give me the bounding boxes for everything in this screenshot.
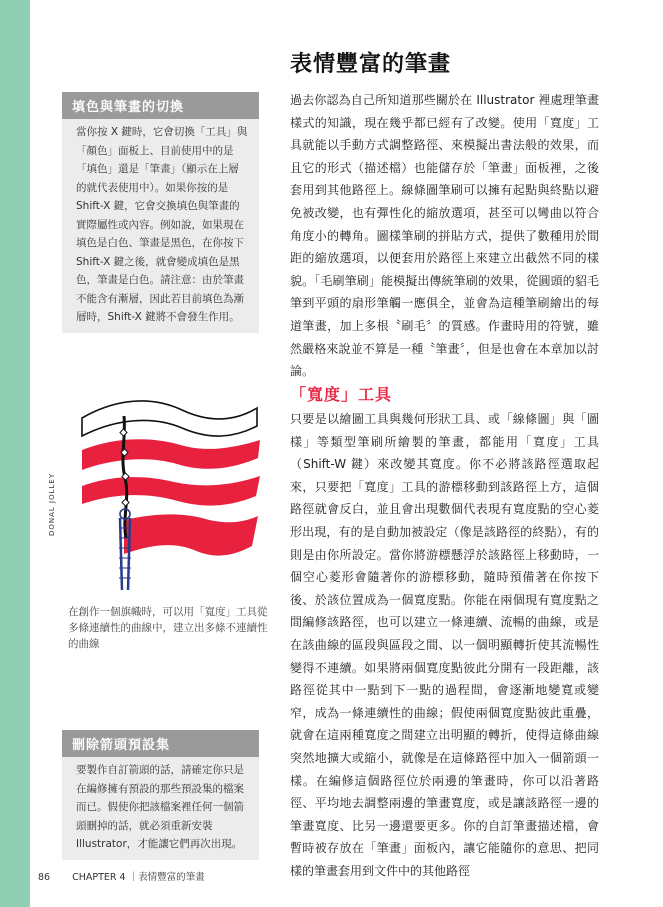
- sidebar-arrowheads-heading: 刪除箭頭預設集: [62, 730, 259, 757]
- flag-band-red-1: [82, 439, 260, 470]
- sidebar-fill-stroke-heading: 填色與筆畫的切換: [62, 92, 259, 119]
- intro-paragraph: 過去你認為自己所知道那些關於在 Illustrator 裡處理筆畫樣式的知識，現在幾乎都已經有了改變。使用「寬度」工具就能以手動方式調整路徑、來模擬出書法般的效果，而且它的形式（描述檔）也能儲存於「筆畫」面板裡，之後套用到其他路徑上。線條圖筆刷可以擁有起點與終點以避免被改變，也有彈性化的縮放選項，甚至可以彎曲以符合角度小的轉角。圖樣筆刷的拼貼方式，提供了數種用於間距的縮放選項，以便套用於路徑上來建立出截然不同的樣貌。「毛刷筆刷」能模擬出傳統筆刷的效果，從圓頭的貂毛筆到平頭的扇形筆觸一應俱全，並會為這種筆刷繪出的每道筆畫，加上多根〝刷毛〞的質感。作畫時用的符號，雖然嚴格來說並不算是一種〝筆畫〞，但是也會在本章加以討論。: [290, 93, 599, 379]
- sidebar-fill-stroke-text: 當你按 X 鍵時，它會切換「工具」與「顏色」面板上、目前使用中的是「填色」還是「筆畫」（顯示在上層的就代表使用中）。如果你按的是 Shift-X 鍵，它會交換填色與筆畫的實際屬性或內容。例如說，如果現在填色是白色、筆畫是黑色，在你按下 Shift-X 鍵之後，就會變成填色是黑色，筆畫是白色。請注意：由於筆畫不能含有漸層，因此若目前填色為漸層時，Shift-X 鍵將不會發生作用。: [76, 126, 248, 323]
- sidebar-fill-stroke: [62, 92, 259, 333]
- flag-band-outline: [82, 401, 257, 436]
- flag-illustration: [62, 378, 262, 598]
- page-edge-stripe: [0, 0, 30, 907]
- sidebar-arrowheads-text: 要製作自訂箭頭的話，請確定你只是在編修擁有預設的那些預設集的檔案而已。假使你把該檔案裡任何一個箭頭刪掉的話，就必須重新安裝 Illustrator，才能讓它們再次出現。: [76, 764, 244, 850]
- illustration-credit: DONAL JOLLEY: [48, 472, 56, 536]
- width-tool-paragraph: 只要是以繪圖工具與幾何形狀工具、或「線條圖」與「圖樣」等類型筆刷所繪製的筆畫，都能用「寬度」工具（Shift-W 鍵）來改變其寬度。你不必將該路徑選取起來，只要把「寬度」工具的游標移動到該路徑上方，這個路徑就會反白，並且會出現數個代表現有寬度點的空心菱形出現，有的是自動加被設定（像是該路徑的終點），有的則是由你所設定。當你將游標懸浮於該路徑上移動時，一個空心菱形會隨著你的游標移動，隨時預備著在你按下後、於該位置成為一個寬度點。你能在兩個現有寬度點之間編修該路徑，也可以建立一條連續、流暢的曲線，或是在該曲線的區段與區段之間、以一個明顯轉折使其流暢性變得不連續。如果將兩個寬度點彼此分開有一段距離，該路徑從其中一點到下一點的過程間，會逐漸地變寬或變窄，成為一條連續性的曲線；假使兩個寬度點彼此重疊，就會在這兩種寬度之間建立出明顯的轉折，使得這條曲線突然地擴大或縮小，就像是在這條路徑中加入一個箭頭一樣。在編修這個路徑位於兩邊的筆畫時，你可以沿著路徑、平均地去調整兩邊的筆畫寬度，或是讓該路徑一邊的筆畫寬度、比另一邊還要更多。你的自訂筆畫描述檔，會暫時被存放在「筆畫」面板內，讓它能隨你的意思、把同樣的筆畫套用到文件中的其他路徑: [290, 412, 599, 878]
- figure-caption: 在創作一個旗幟時，可以用「寬度」工具從多條連續性的曲線中，建立出多條不連續性的曲線: [68, 606, 268, 650]
- footer-chapter: CHAPTER 4 ｜表情豐富的筆畫: [72, 872, 205, 883]
- page-number: 86: [38, 872, 51, 883]
- page-footer: [38, 869, 227, 883]
- flag-band-red-2: [82, 476, 260, 506]
- page-title: 表情豐富的筆畫: [290, 52, 452, 77]
- section-heading-width-tool: 「寬度」工具: [290, 385, 393, 404]
- sidebar-arrowheads: [62, 730, 259, 860]
- flag-band-red-3: [124, 514, 258, 555]
